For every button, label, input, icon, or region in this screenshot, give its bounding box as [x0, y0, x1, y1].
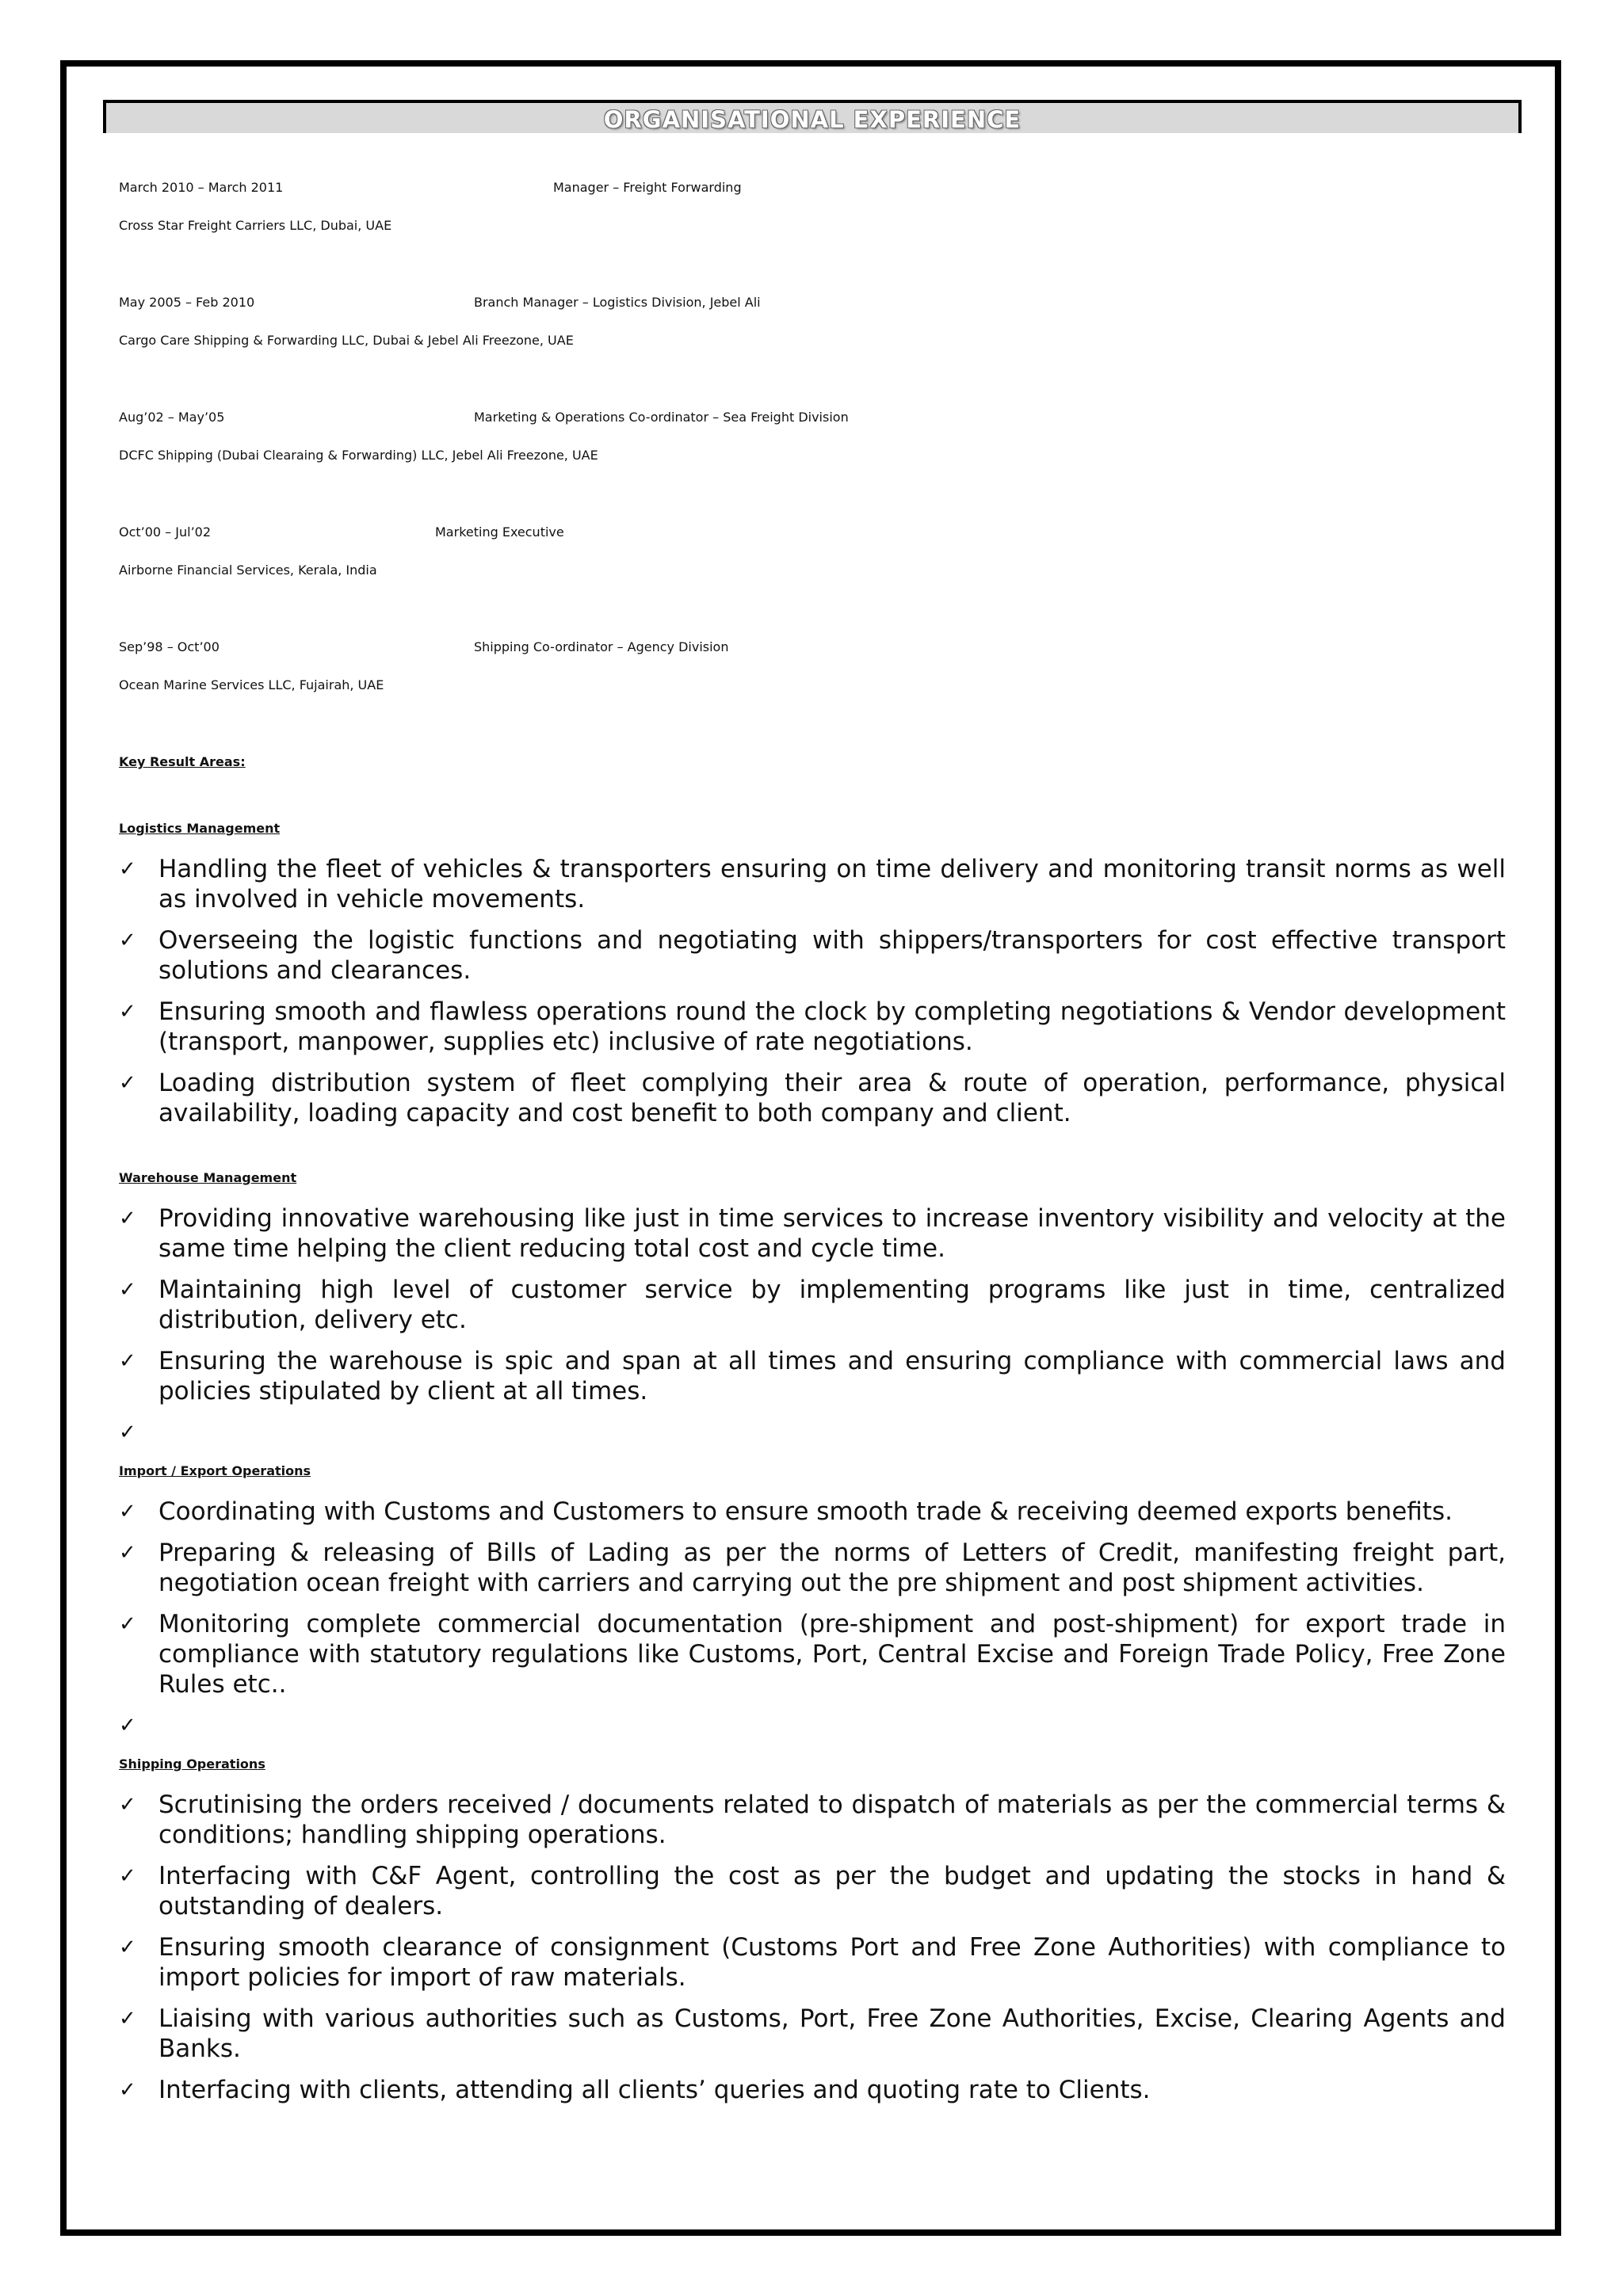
check-icon: ✓ [119, 1421, 136, 1444]
list-item: ✓ Providing innovative warehousing like just in time services to increase inventory visibility and velocity at the same time helping the client reducing total cost and cycle time. [119, 1204, 1506, 1263]
experience-role: Branch Manager – Logistics Division, Jebel Ali [474, 295, 761, 310]
list-item [119, 1711, 1506, 1741]
check-icon: ✓ [119, 1714, 136, 1737]
check-icon: ✓ [119, 1612, 136, 1636]
logistics-list [119, 854, 1506, 1139]
experience-company: DCFC Shipping (Dubai Clearaing & Forwarding) LLC, Jebel Ali Freezone, UAE [119, 448, 598, 463]
list-item: ✓ Monitoring complete commercial documentation (pre-shipment and post-shipment) for export trade in compliance with statutory regulations like Customs, Port, Central Excise and Foreign Trade Policy, Free Zone Rules etc.. [119, 1610, 1506, 1699]
warehouse-list [119, 1203, 1506, 1447]
experience-company: Airborne Financial Services, Kerala, India [119, 563, 377, 578]
list-item: ✓ Handling the fleet of vehicles & transporters ensuring on time delivery and monitoring transit norms as well as involved in vehicle movements. [119, 855, 1506, 913]
check-icon: ✓ [119, 1000, 136, 1024]
shipping-heading: Shipping Operations [119, 1756, 265, 1772]
list-item: ✓ Ensuring smooth clearance of consignment (Customs Port and Free Zone Authorities) with compliance to import policies for import of raw materials. [119, 1933, 1506, 1992]
check-icon: ✓ [119, 1349, 136, 1373]
list-item: ✓ Interfacing with C&F Agent, controlling the cost as per the budget and updating the stocks in hand & outstanding of dealers. [119, 1862, 1506, 1920]
check-icon: ✓ [119, 1500, 136, 1524]
check-icon: ✓ [119, 1793, 136, 1817]
check-icon: ✓ [119, 2007, 136, 2031]
list-item: ✓ Overseeing the logistic functions and negotiating with shippers/transporters for cost effective transport solutions and clearances. [119, 926, 1506, 985]
import-export-heading: Import / Export Operations [119, 1463, 311, 1478]
check-icon: ✓ [119, 1278, 136, 1302]
shipping-list [119, 1790, 1506, 2116]
warehouse-heading: Warehouse Management [119, 1170, 297, 1185]
import-export-list [119, 1497, 1506, 1741]
experience-period: Oct’00 – Jul’02 [119, 524, 212, 540]
kra-heading: Key Result Areas: [119, 754, 246, 769]
experience-period: May 2005 – Feb 2010 [119, 295, 255, 310]
check-icon: ✓ [119, 2078, 136, 2102]
experience-period: Sep’98 – Oct’00 [119, 639, 220, 654]
check-icon: ✓ [119, 1936, 136, 1959]
check-icon: ✓ [119, 1541, 136, 1565]
check-icon: ✓ [119, 857, 136, 881]
list-item: ✓ Preparing & releasing of Bills of Lading as per the norms of Letters of Credit, manifesting freight part, negotiation ocean freight with carriers and carrying out the pre shipment and post shipment activities. [119, 1539, 1506, 1597]
experience-role: Marketing Executive [435, 524, 564, 540]
section-banner [103, 100, 1522, 133]
check-icon: ✓ [119, 929, 136, 952]
logistics-heading: Logistics Management [119, 821, 281, 836]
section-title: ORGANISATIONAL EXPERIENCE [603, 106, 1022, 133]
list-item: ✓ Scrutinising the orders received / documents related to dispatch of materials as per the commercial terms & conditions; handling shipping operations. [119, 1791, 1506, 1849]
list-item: ✓ Ensuring the warehouse is spic and span at all times and ensuring compliance with commercial laws and policies stipulated by client at all times. [119, 1347, 1506, 1405]
list-item [119, 1417, 1506, 1447]
check-icon: ✓ [119, 1864, 136, 1888]
check-icon: ✓ [119, 1207, 136, 1230]
list-item: ✓ Liaising with various authorities such as Customs, Port, Free Zone Authorities, Excise, Clearing Agents and Banks. [119, 2004, 1506, 2063]
experience-company: Ocean Marine Services LLC, Fujairah, UAE [119, 677, 384, 692]
list-item: ✓ Loading distribution system of fleet complying their area & route of operation, performance, physical availability, loading capacity and cost benefit to both company and client. [119, 1069, 1506, 1127]
experience-company: Cargo Care Shipping & Forwarding LLC, Dubai & Jebel Ali Freezone, UAE [119, 333, 574, 348]
list-item: ✓ Maintaining high level of customer service by implementing programs like just in time, centralized distribution, delivery etc. [119, 1276, 1506, 1334]
experience-period: March 2010 – March 2011 [119, 180, 284, 195]
experience-company: Cross Star Freight Carriers LLC, Dubai, UAE [119, 218, 392, 233]
list-item: ✓ Coordinating with Customs and Customers to ensure smooth trade & receiving deemed exports benefits. [119, 1497, 1453, 1526]
check-icon: ✓ [119, 1071, 136, 1095]
list-item: ✓ Interfacing with clients, attending all clients’ queries and quoting rate to Clients. [119, 2076, 1151, 2104]
experience-role: Manager – Freight Forwarding [553, 180, 742, 195]
experience-role: Shipping Co-ordinator – Agency Division [474, 639, 729, 654]
experience-role: Marketing & Operations Co-ordinator – Sea Freight Division [474, 410, 849, 425]
list-item: ✓ Ensuring smooth and flawless operations round the clock by completing negotiations & Vendor development (transport, manpower, supplies etc) inclusive of rate negotiations. [119, 997, 1506, 1056]
experience-period: Aug’02 – May’05 [119, 410, 225, 425]
